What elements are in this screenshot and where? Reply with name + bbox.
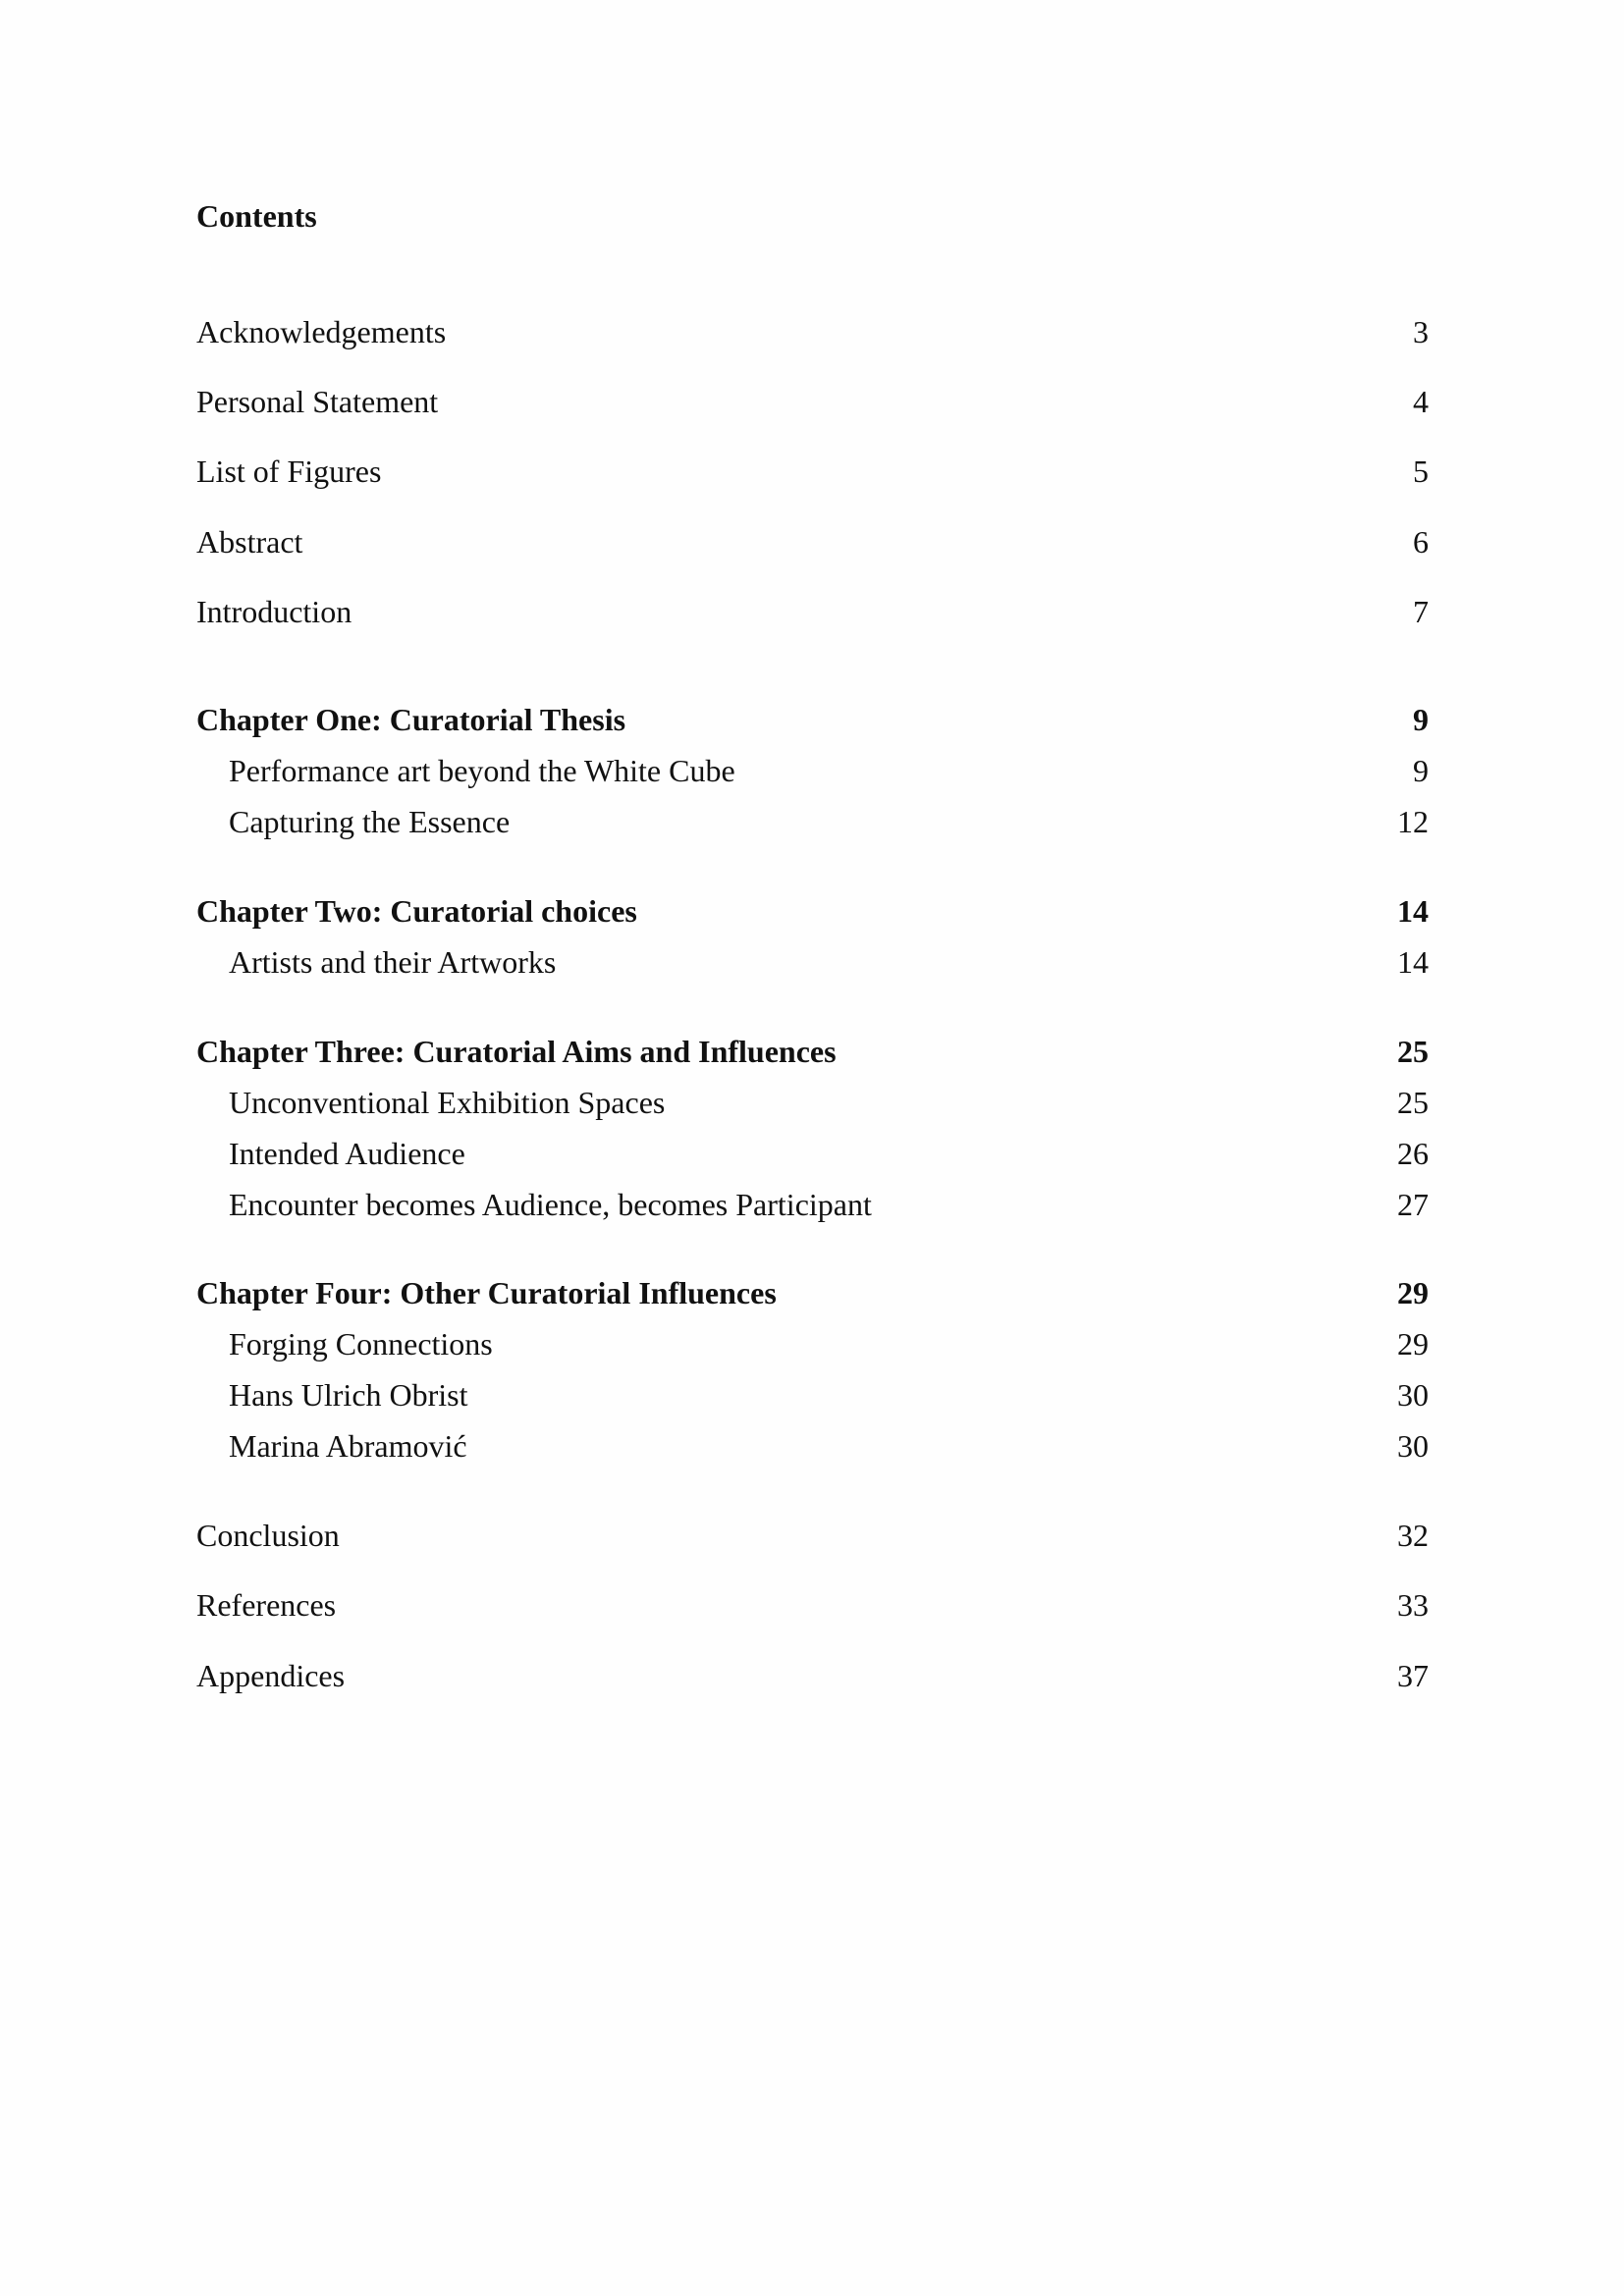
toc-section-page-number: 27	[1397, 1187, 1429, 1222]
page-title: Contents	[196, 198, 317, 234]
toc-section-page-number: 25	[1397, 1085, 1429, 1120]
toc-entry-introduction	[196, 590, 1429, 633]
toc-chapter-four	[196, 1271, 1429, 1314]
toc-section-label: Unconventional Exhibition Spaces	[229, 1085, 666, 1120]
toc-section-label: Capturing the Essence	[229, 804, 511, 839]
toc-entry-label: References	[196, 1587, 337, 1623]
toc-entry-label: Introduction	[196, 594, 352, 629]
toc-chapter-label: Chapter Two: Curatorial choices	[196, 893, 637, 929]
toc-section-label: Performance art beyond the White Cube	[229, 753, 735, 788]
toc-section-label: Marina Abramović	[229, 1428, 467, 1464]
toc-chapter-page-number: 9	[1413, 702, 1429, 737]
toc-section-page-number: 30	[1397, 1428, 1429, 1464]
toc-chapter-two	[196, 889, 1429, 933]
toc-section-unconventional-spaces	[196, 1081, 1429, 1124]
toc-section-label: Hans Ulrich Obrist	[229, 1377, 468, 1413]
toc-entry-acknowledgements	[196, 310, 1429, 353]
toc-section-marina-abramovic	[196, 1424, 1429, 1468]
toc-entry-page-number: 37	[1397, 1658, 1429, 1693]
toc-section-page-number: 14	[1397, 944, 1429, 980]
toc-entry-label: Acknowledgements	[196, 314, 447, 349]
toc-entry-label: Abstract	[196, 524, 303, 560]
toc-entry-abstract	[196, 520, 1429, 563]
toc-chapter-three	[196, 1030, 1429, 1073]
toc-section-forging-connections	[196, 1322, 1429, 1365]
toc-entry-label: Conclusion	[196, 1518, 340, 1553]
toc-chapter-one	[196, 698, 1429, 741]
toc-section-artists-artworks	[196, 940, 1429, 984]
toc-chapter-page-number: 29	[1397, 1275, 1429, 1310]
toc-entry-page-number: 7	[1413, 594, 1429, 629]
toc-entry-conclusion	[196, 1514, 1429, 1557]
toc-section-page-number: 12	[1397, 804, 1429, 839]
toc-entry-label: Appendices	[196, 1658, 346, 1693]
toc-section-hans-ulrich-obrist	[196, 1373, 1429, 1416]
toc-section-page-number: 30	[1397, 1377, 1429, 1413]
toc-section-page-number: 9	[1413, 753, 1429, 788]
toc-entry-page-number: 32	[1397, 1518, 1429, 1553]
toc-section-label: Forging Connections	[229, 1326, 493, 1362]
toc-chapter-page-number: 25	[1397, 1034, 1429, 1069]
toc-section-label: Encounter becomes Audience, becomes Participant	[229, 1187, 872, 1222]
toc-entry-list-of-figures	[196, 450, 1429, 493]
toc-section-page-number: 26	[1397, 1136, 1429, 1171]
toc-entry-page-number: 5	[1413, 454, 1429, 489]
toc-section-label: Artists and their Artworks	[229, 944, 557, 980]
toc-section-label: Intended Audience	[229, 1136, 465, 1171]
toc-entry-label: Personal Statement	[196, 384, 439, 419]
toc-chapter-label: Chapter One: Curatorial Thesis	[196, 702, 626, 737]
toc-chapter-label: Chapter Three: Curatorial Aims and Influences	[196, 1034, 837, 1069]
toc-entry-page-number: 4	[1413, 384, 1429, 419]
toc-section-page-number: 29	[1397, 1326, 1429, 1362]
toc-entry-references	[196, 1583, 1429, 1627]
toc-section-performance-art	[196, 749, 1429, 792]
toc-entry-page-number: 3	[1413, 314, 1429, 349]
toc-chapter-label: Chapter Four: Other Curatorial Influences	[196, 1275, 777, 1310]
toc-entry-page-number: 33	[1397, 1587, 1429, 1623]
toc-entry-personal-statement	[196, 380, 1429, 423]
toc-section-capturing-essence	[196, 800, 1429, 843]
toc-entry-page-number: 6	[1413, 524, 1429, 560]
toc-entry-appendices	[196, 1654, 1429, 1697]
toc-section-encounter-audience	[196, 1183, 1429, 1226]
toc-chapter-page-number: 14	[1397, 893, 1429, 929]
toc-section-intended-audience	[196, 1132, 1429, 1175]
toc-entry-label: List of Figures	[196, 454, 382, 489]
